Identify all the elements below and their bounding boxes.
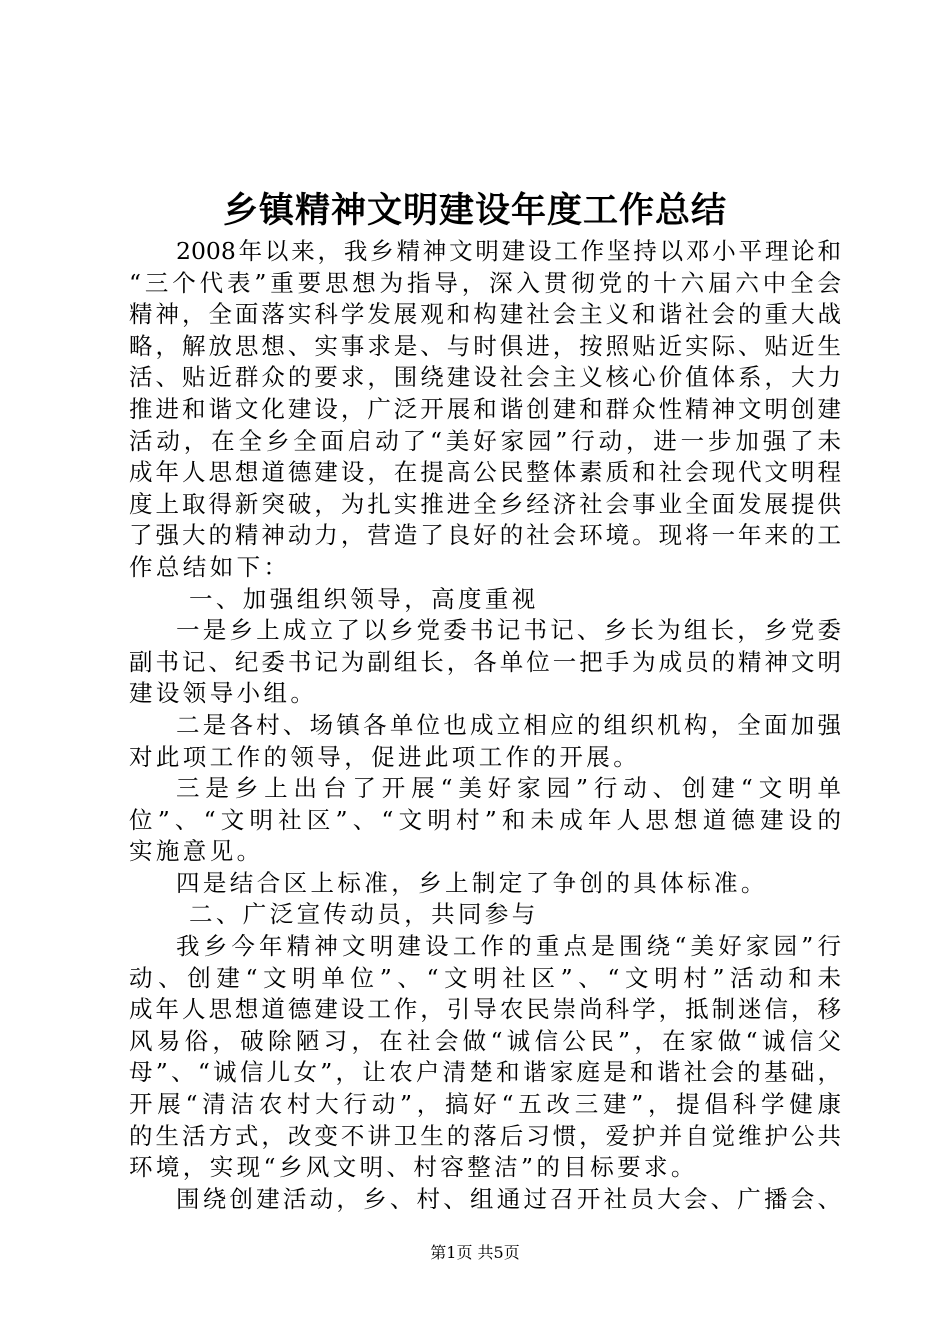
text-line: 实施意见。 <box>129 837 264 866</box>
text-line: 作总结如下： <box>129 552 291 581</box>
text-line: 精神，全面落实科学发展观和构建社会主义和谐社会的重大战 <box>129 300 841 329</box>
text-line: 我乡今年精神文明建设工作的重点是围绕“美好家园”行 <box>176 932 841 961</box>
text-line: 2008年以来，我乡精神文明建设工作坚持以邓小平理论和 <box>176 237 841 265</box>
text-line: 四是结合区上标准，乡上制定了争创的具体标准。 <box>176 868 768 897</box>
text-line: 成年人思想道德建设，在提高公民整体素质和社会现代文明程 <box>129 458 841 487</box>
text-line: 了强大的精神动力，营造了良好的社会环境。现将一年来的工 <box>129 521 841 550</box>
text-line: 度上取得新突破，为扎实推进全乡经济社会事业全面发展提供 <box>129 489 841 518</box>
section-heading: 一、加强组织领导，高度重视 <box>189 584 539 613</box>
document-body <box>129 236 841 1215</box>
text-line: 三是乡上出台了开展“美好家园”行动、创建“文明单 <box>176 774 841 803</box>
text-line: 成年人思想道德建设工作，引导农民崇尚科学，抵制迷信，移 <box>129 995 841 1024</box>
text-line: 母”、“诚信儿女”，让农户清楚和谐家庭是和谐社会的基础， <box>129 1058 841 1087</box>
text-line: “三个代表”重要思想为指导，深入贯彻党的十六届六中全会 <box>129 268 841 297</box>
text-line: 副书记、纪委书记为副组长，各单位一把手为成员的精神文明 <box>129 647 841 676</box>
text-line: 围绕创建活动，乡、村、组通过召开社员大会、广播会、 <box>176 1184 841 1213</box>
text-line: 活、贴近群众的要求，围绕建设社会主义核心价值体系，大力 <box>129 363 841 392</box>
page-footer: 第1页 共5页 <box>430 1243 520 1262</box>
text-line: 活动，在全乡全面启动了“美好家园”行动，进一步加强了未 <box>129 426 841 455</box>
section-heading: 二、广泛宣传动员，共同参与 <box>189 900 539 929</box>
document-title: 乡镇精神文明建设年度工作总结 <box>222 191 727 231</box>
text-line: 略，解放思想、实事求是、与时俱进，按照贴近实际、贴近生 <box>129 331 841 360</box>
text-line: 对此项工作的领导，促进此项工作的开展。 <box>129 742 641 771</box>
text-line: 位”、“文明社区”、“文明村”和未成年人思想道德建设的 <box>129 805 841 834</box>
text-line: 二是各村、场镇各单位也成立相应的组织机构，全面加强 <box>176 710 841 739</box>
text-line: 建设领导小组。 <box>129 679 318 708</box>
text-line: 环境，实现“乡风文明、村容整洁”的目标要求。 <box>129 1153 698 1182</box>
text-line: 风易俗，破除陋习，在社会做“诚信公民”，在家做“诚信父 <box>129 1026 841 1055</box>
text-line: 推进和谐文化建设，广泛开展和谐创建和群众性精神文明创建 <box>129 394 841 423</box>
text-line: 的生活方式，改变不讲卫生的落后习惯，爱护并自觉维护公共 <box>129 1121 841 1150</box>
text-line: 动、创建“文明单位”、“文明社区”、“文明村”活动和未 <box>129 963 841 992</box>
text-line: 一是乡上成立了以乡党委书记书记、乡长为组长，乡党委 <box>176 616 841 645</box>
text-line: 开展“清洁农村大行动”，搞好“五改三建”，提倡科学健康 <box>129 1090 841 1119</box>
